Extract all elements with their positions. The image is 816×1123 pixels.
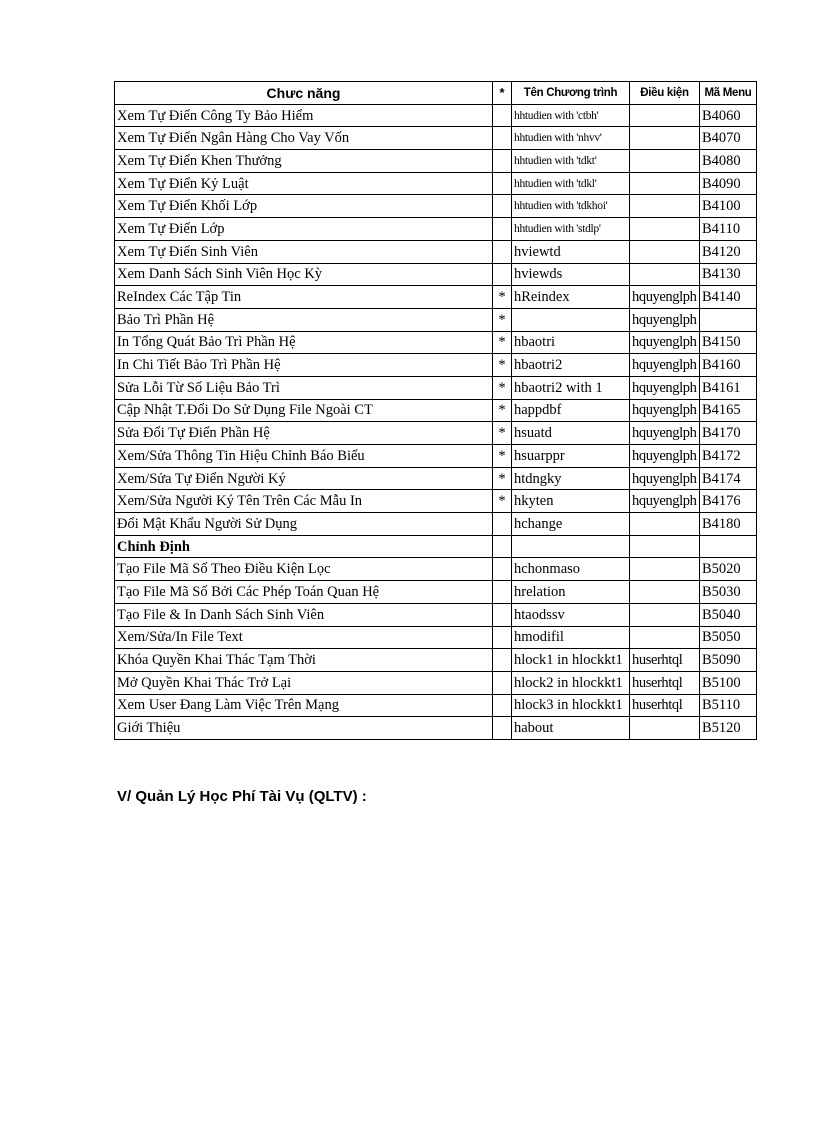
- menu-code-cell: B5110: [700, 694, 757, 717]
- function-cell: Xem Tự Điển Sinh Viên: [115, 240, 493, 263]
- table-row: [115, 513, 757, 536]
- table-row: [115, 195, 757, 218]
- program-cell: hReindex: [512, 286, 630, 309]
- condition-cell: [630, 218, 700, 241]
- table-row: [115, 694, 757, 717]
- condition-cell: hquyenglph: [630, 376, 700, 399]
- star-cell: [493, 694, 512, 717]
- program-cell: [512, 308, 630, 331]
- section-heading: V/ Quản Lý Học Phí Tài Vụ (QLTV) :: [117, 788, 367, 805]
- condition-cell: [630, 535, 700, 558]
- header-row: [115, 82, 757, 105]
- star-cell: *: [493, 308, 512, 331]
- function-cell: Xem/Sửa Thông Tin Hiệu Chỉnh Báo Biểu: [115, 445, 493, 468]
- condition-cell: [630, 240, 700, 263]
- menu-code-cell: B4070: [700, 127, 757, 150]
- condition-cell: [630, 104, 700, 127]
- program-cell: hlock1 in hlockkt1: [512, 649, 630, 672]
- menu-code-cell: B5120: [700, 717, 757, 740]
- star-cell: [493, 127, 512, 150]
- menu-code-cell: [700, 308, 757, 331]
- menu-code-cell: B4130: [700, 263, 757, 286]
- star-cell: [493, 671, 512, 694]
- star-cell: [493, 535, 512, 558]
- menu-code-cell: B4172: [700, 445, 757, 468]
- star-cell: *: [493, 467, 512, 490]
- table-row: [115, 240, 757, 263]
- condition-cell: hquyenglph: [630, 399, 700, 422]
- program-cell: hhtudien with 'tdkhoi': [512, 195, 630, 218]
- star-cell: *: [493, 331, 512, 354]
- condition-cell: hquyenglph: [630, 308, 700, 331]
- star-cell: *: [493, 376, 512, 399]
- table-row: [115, 172, 757, 195]
- star-cell: *: [493, 399, 512, 422]
- function-cell: Chỉnh Định: [115, 535, 493, 558]
- table-row: [115, 354, 757, 377]
- menu-code-cell: B5040: [700, 603, 757, 626]
- condition-cell: hquyenglph: [630, 331, 700, 354]
- menu-code-cell: B5030: [700, 581, 757, 604]
- function-cell: Xem/Sửa Người Ký Tên Trên Các Mẫu In: [115, 490, 493, 513]
- condition-cell: huserhtql: [630, 671, 700, 694]
- table-row: [115, 308, 757, 331]
- function-cell: Xem Tự Điển Công Ty Bảo Hiểm: [115, 104, 493, 127]
- star-cell: [493, 626, 512, 649]
- menu-code-cell: B4174: [700, 467, 757, 490]
- function-cell: Xem Tự Điển Ngân Hàng Cho Vay Vốn: [115, 127, 493, 150]
- table-row: [115, 467, 757, 490]
- program-cell: hhtudien with 'tdkl': [512, 172, 630, 195]
- table-row: [115, 150, 757, 173]
- menu-code-cell: [700, 535, 757, 558]
- table-row: [115, 445, 757, 468]
- function-cell: Sửa Đổi Tự Điển Phần Hệ: [115, 422, 493, 445]
- star-cell: [493, 581, 512, 604]
- function-cell: ReIndex Các Tập Tin: [115, 286, 493, 309]
- menu-code-cell: B4100: [700, 195, 757, 218]
- menu-code-cell: B5050: [700, 626, 757, 649]
- program-cell: habout: [512, 717, 630, 740]
- star-cell: *: [493, 445, 512, 468]
- star-cell: [493, 717, 512, 740]
- menu-code-cell: B4160: [700, 354, 757, 377]
- function-cell: Giới Thiệu: [115, 717, 493, 740]
- condition-cell: hquyenglph: [630, 354, 700, 377]
- function-cell: Tạo File Mã Số Theo Điều Kiện Lọc: [115, 558, 493, 581]
- table-row: [115, 376, 757, 399]
- function-cell: Bảo Trì Phần Hệ: [115, 308, 493, 331]
- function-cell: Xem Tự Điển Kỷ Luật: [115, 172, 493, 195]
- function-cell: Khóa Quyền Khai Thác Tạm Thời: [115, 649, 493, 672]
- program-cell: hmodifil: [512, 626, 630, 649]
- condition-cell: [630, 150, 700, 173]
- function-cell: Xem Danh Sách Sinh Viên Học Kỳ: [115, 263, 493, 286]
- table-row: [115, 331, 757, 354]
- star-cell: [493, 558, 512, 581]
- condition-cell: [630, 513, 700, 536]
- header-function: Chưc năng: [115, 82, 493, 105]
- program-cell: hchange: [512, 513, 630, 536]
- table-row: [115, 422, 757, 445]
- menu-code-cell: B4090: [700, 172, 757, 195]
- condition-cell: hquyenglph: [630, 445, 700, 468]
- star-cell: *: [493, 422, 512, 445]
- program-cell: hhtudien with 'nhvv': [512, 127, 630, 150]
- table-row: [115, 649, 757, 672]
- star-cell: [493, 513, 512, 536]
- condition-cell: huserhtql: [630, 649, 700, 672]
- program-cell: hchonmaso: [512, 558, 630, 581]
- function-cell: Xem/Sửa/In File Text: [115, 626, 493, 649]
- menu-code-cell: B4150: [700, 331, 757, 354]
- program-cell: htaodssv: [512, 603, 630, 626]
- table-row: [115, 218, 757, 241]
- condition-cell: [630, 581, 700, 604]
- function-cell: Xem Tự Điển Lớp: [115, 218, 493, 241]
- program-cell: hsuatd: [512, 422, 630, 445]
- menu-code-cell: B4110: [700, 218, 757, 241]
- menu-code-cell: B5090: [700, 649, 757, 672]
- function-cell: Xem Tự Điển Khối Lớp: [115, 195, 493, 218]
- program-cell: hbaotri2 with 1: [512, 376, 630, 399]
- menu-code-cell: B4060: [700, 104, 757, 127]
- menu-code-cell: B4120: [700, 240, 757, 263]
- menu-code-cell: B4140: [700, 286, 757, 309]
- program-cell: hbaotri: [512, 331, 630, 354]
- menu-code-cell: B5100: [700, 671, 757, 694]
- program-cell: hrelation: [512, 581, 630, 604]
- program-cell: hviewds: [512, 263, 630, 286]
- condition-cell: hquyenglph: [630, 422, 700, 445]
- table-row: [115, 671, 757, 694]
- table-row: [115, 626, 757, 649]
- program-cell: hbaotri2: [512, 354, 630, 377]
- star-cell: *: [493, 354, 512, 377]
- function-cell: Đổi Mật Khẩu Người Sử Dụng: [115, 513, 493, 536]
- menu-code-cell: B4080: [700, 150, 757, 173]
- star-cell: [493, 240, 512, 263]
- program-cell: hlock3 in hlockkt1: [512, 694, 630, 717]
- function-cell: Tạo File & In Danh Sách Sinh Viên: [115, 603, 493, 626]
- program-cell: hhtudien with 'stdlp': [512, 218, 630, 241]
- table-row: [115, 558, 757, 581]
- function-cell: Cập Nhật T.Đổi Do Sử Dụng File Ngoài CT: [115, 399, 493, 422]
- program-cell: hkyten: [512, 490, 630, 513]
- star-cell: *: [493, 490, 512, 513]
- menu-table: [114, 81, 757, 740]
- function-cell: In Tổng Quát Bảo Trì Phần Hệ: [115, 331, 493, 354]
- table-row: [115, 490, 757, 513]
- program-cell: hhtudien with 'ctbh': [512, 104, 630, 127]
- table-row: [115, 127, 757, 150]
- star-cell: [493, 104, 512, 127]
- condition-cell: hquyenglph: [630, 467, 700, 490]
- menu-code-cell: B4176: [700, 490, 757, 513]
- star-cell: [493, 649, 512, 672]
- menu-code-cell: B5020: [700, 558, 757, 581]
- condition-cell: [630, 626, 700, 649]
- function-cell: In Chi Tiết Bảo Trì Phần Hệ: [115, 354, 493, 377]
- program-cell: [512, 535, 630, 558]
- condition-cell: [630, 263, 700, 286]
- star-cell: *: [493, 286, 512, 309]
- star-cell: [493, 172, 512, 195]
- menu-code-cell: B4170: [700, 422, 757, 445]
- condition-cell: [630, 195, 700, 218]
- function-cell: Xem/Sửa Tự Điển Người Ký: [115, 467, 493, 490]
- program-cell: hlock2 in hlockkt1: [512, 671, 630, 694]
- header-menu-code: Mã Menu: [700, 82, 757, 105]
- condition-cell: [630, 172, 700, 195]
- condition-cell: [630, 127, 700, 150]
- condition-cell: [630, 717, 700, 740]
- star-cell: [493, 195, 512, 218]
- header-condition: Điều kiện: [630, 82, 700, 105]
- table-row: [115, 535, 757, 558]
- function-cell: Tạo File Mã Số Bởi Các Phép Toán Quan Hệ: [115, 581, 493, 604]
- star-cell: [493, 218, 512, 241]
- condition-cell: huserhtql: [630, 694, 700, 717]
- table-row: [115, 581, 757, 604]
- condition-cell: [630, 603, 700, 626]
- program-cell: htdngky: [512, 467, 630, 490]
- table-row: [115, 263, 757, 286]
- program-cell: happdbf: [512, 399, 630, 422]
- table-row: [115, 104, 757, 127]
- program-cell: hviewtd: [512, 240, 630, 263]
- menu-code-cell: B4161: [700, 376, 757, 399]
- menu-code-cell: B4180: [700, 513, 757, 536]
- table-row: [115, 717, 757, 740]
- table-row: [115, 286, 757, 309]
- menu-code-cell: B4165: [700, 399, 757, 422]
- condition-cell: hquyenglph: [630, 490, 700, 513]
- program-cell: hhtudien with 'tdkt': [512, 150, 630, 173]
- function-cell: Mở Quyền Khai Thác Trở Lại: [115, 671, 493, 694]
- star-cell: [493, 263, 512, 286]
- star-cell: [493, 150, 512, 173]
- function-cell: Xem Tự Điển Khen Thưởng: [115, 150, 493, 173]
- condition-cell: [630, 558, 700, 581]
- header-program: Tên Chương trình: [512, 82, 630, 105]
- star-cell: [493, 603, 512, 626]
- header-star: *: [493, 82, 512, 105]
- condition-cell: hquyenglph: [630, 286, 700, 309]
- program-cell: hsuarppr: [512, 445, 630, 468]
- function-cell: Xem User Đang Làm Việc Trên Mạng: [115, 694, 493, 717]
- table-row: [115, 603, 757, 626]
- function-cell: Sửa Lỗi Từ Số Liệu Bảo Trì: [115, 376, 493, 399]
- table-row: [115, 399, 757, 422]
